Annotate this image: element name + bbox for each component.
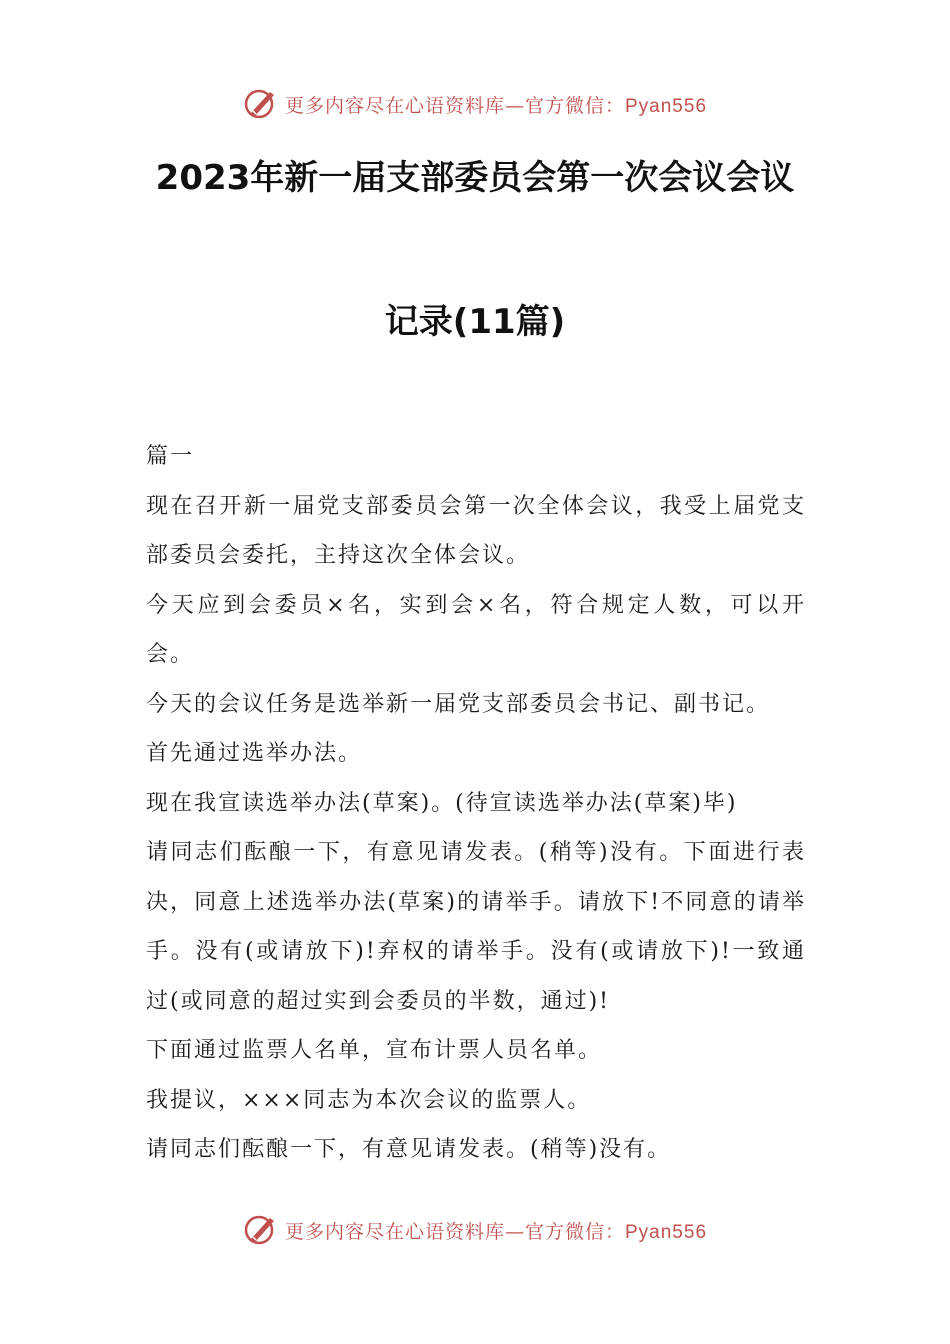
body-paragraph: 今天的会议任务是选举新一届党支部委员会书记、副书记。 bbox=[146, 691, 771, 717]
pen-seal-icon bbox=[243, 86, 279, 122]
document-body bbox=[146, 432, 806, 1175]
header-watermark bbox=[0, 84, 950, 124]
watermark-wechat-id: Pyan556 bbox=[625, 95, 708, 117]
document-title-line-2: 记录(11篇) bbox=[384, 302, 566, 342]
body-paragraph: 请同志们酝酿一下，有意见请发表。(稍等)没有。下面进行表决，同意上述选举办法(草案)的请举手。请放下!不同意的请举手。没有(或请放下)!弃权的请举手。没有(或请放下)!一致通过(或同意的超过实到会委员的半数，通过)! bbox=[146, 840, 806, 1014]
body-paragraph: 下面通过监票人名单，宣布计票人员名单。 bbox=[146, 1038, 603, 1063]
body-paragraph: 我提议，×××同志为本次会议的监票人。 bbox=[146, 1087, 592, 1113]
watermark-text: 更多内容尽在心语资料库—官方微信：Pyan556 bbox=[284, 1220, 708, 1243]
document-title-line-1: 2023年新一届支部委员会第一次会议会议 bbox=[155, 158, 795, 198]
body-paragraph: 今天应到会委员×名，实到会×名，符合规定人数，可以开会。 bbox=[146, 592, 806, 667]
body-paragraph: 首先通过选举办法。 bbox=[146, 741, 363, 766]
body-paragraph: 现在召开新一届党支部委员会第一次全体会议，我受上届党支部委员会委托，主持这次全体会议。 bbox=[146, 493, 806, 568]
body-paragraph: 请同志们酝酿一下，有意见请发表。(稍等)没有。 bbox=[146, 1137, 672, 1162]
footer-watermark bbox=[0, 1210, 950, 1250]
body-paragraph: 现在我宣读选举办法(草案)。(待宣读选举办法(草案)毕) bbox=[146, 790, 738, 816]
watermark-text: 更多内容尽在心语资料库—官方微信：Pyan556 bbox=[284, 94, 708, 117]
section-heading: 篇一 bbox=[146, 444, 195, 469]
watermark-wechat-id: Pyan556 bbox=[625, 1221, 708, 1243]
pen-seal-icon bbox=[243, 1212, 279, 1248]
